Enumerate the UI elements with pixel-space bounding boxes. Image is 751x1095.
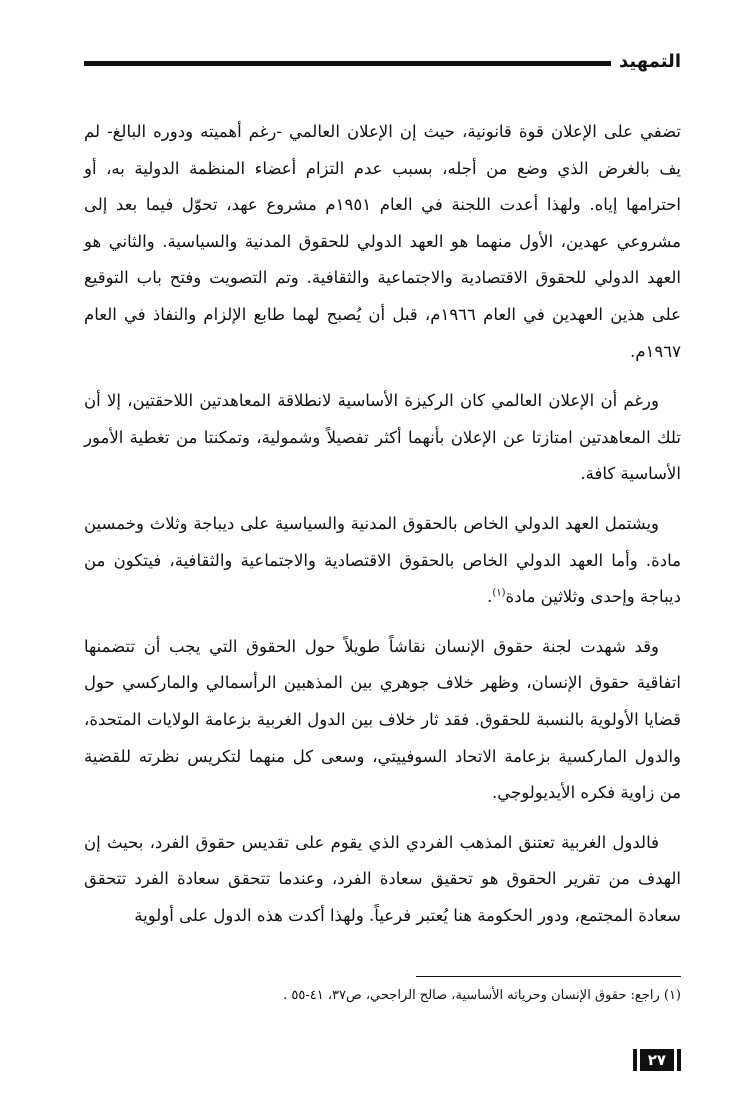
paragraph-2: ورغم أن الإعلان العالمي كان الركيزة الأساسية لانطلاقة المعاهدتين اللاحقتين، إلا أن تلك المعاهدتين امتازتا عن الإعلان بأنهما أكثر تفصيلاً وشمولية، وتمكنتا من تغطية الأمور الأساسية كافة. xyxy=(84,391,681,484)
paragraph-3-text: ويشتمل العهد الدولي الخاص بالحقوق المدنية والسياسية على ديباجة وثلاث وخمسين مادة. وأما العهد الدولي الخاص بالحقوق الاقتصادية والاجتماعية والثقافية، فيتكون من ديباجة وإحدى وثلاثين مادة xyxy=(84,513,681,607)
footnote-reference[interactable]: (١) xyxy=(492,587,506,599)
page-number-bar-left xyxy=(633,1049,637,1071)
footnote: (١) راجع: حقوق الإنسان وحرياته الأساسية، صالح الراجحي، ص٣٧، ٤١-٥٥ . xyxy=(283,988,681,1003)
paragraph-4: وقد شهدت لجنة حقوق الإنسان نقاشاً طويلاً حول الحقوق التي يجب أن تتضمنها اتفاقية حقوق الإنسان، وظهر خلاف جوهري بين المذهبين الرأسمالي والماركسي حول قضايا الأولوية بالنسبة للحقوق. فقد ثار خلاف بين الدول الغربية بزعامة الولايات المتحدة، والدول الماركسية بزعامة الاتحاد السوفييتي، وسعى كل منهما لتكريس نظرته للقضية من زاوية فكره الأيديولوجي. xyxy=(84,636,681,803)
paragraph-3 xyxy=(84,506,681,616)
header-rule xyxy=(84,61,611,66)
paragraph-5: فالدول الغربية تعتنق المذهب الفردي الذي يقوم على تقديس حقوق الفرد، بحيث إن الهدف من تقرير الحقوق هو تحقيق سعادة الفرد، وعندما تتحقق سعادة الفرد تتحقق سعادة المجتمع، ودور الحكومة هنا يُعتبر فرعياً. ولهذا أكدت هذه الدول على أولوية xyxy=(84,832,681,925)
running-header xyxy=(84,44,681,78)
page-number-box xyxy=(633,1048,681,1072)
body-text xyxy=(84,114,681,947)
chapter-title: التمهيد xyxy=(619,50,681,72)
paragraph-3-end: . xyxy=(487,587,493,607)
paragraph-1: تضفي على الإعلان قوة قانونية، حيث إن الإعلان العالمي -رغم أهميته ودوره البالغ- لم يف بالغرض الذي وضع من أجله، بسبب عدم التزام أعضاء المنظمة الدولية به، أو احترامها إياه. ولهذا أعدت اللجنة في العام ١٩٥١م مشروع عهد، تحوّل فيما بعد إلى مشروعي عهدين، الأول منهما هو العهد الدولي للحقوق المدنية والسياسية. والثاني هو العهد الدولي للحقوق الاقتصادية والاجتماعية والثقافية. وتم التصويت وفتح باب التوقيع على هذين العهدين في العام ١٩٦٦م، قبل أن يُصبح لهما طابع الإلزام والنفاذ في العام ١٩٦٧م. xyxy=(84,122,681,361)
page-number: ٢٧ xyxy=(640,1049,674,1071)
page-number-bar-right xyxy=(677,1049,681,1071)
footnote-rule xyxy=(416,976,681,977)
